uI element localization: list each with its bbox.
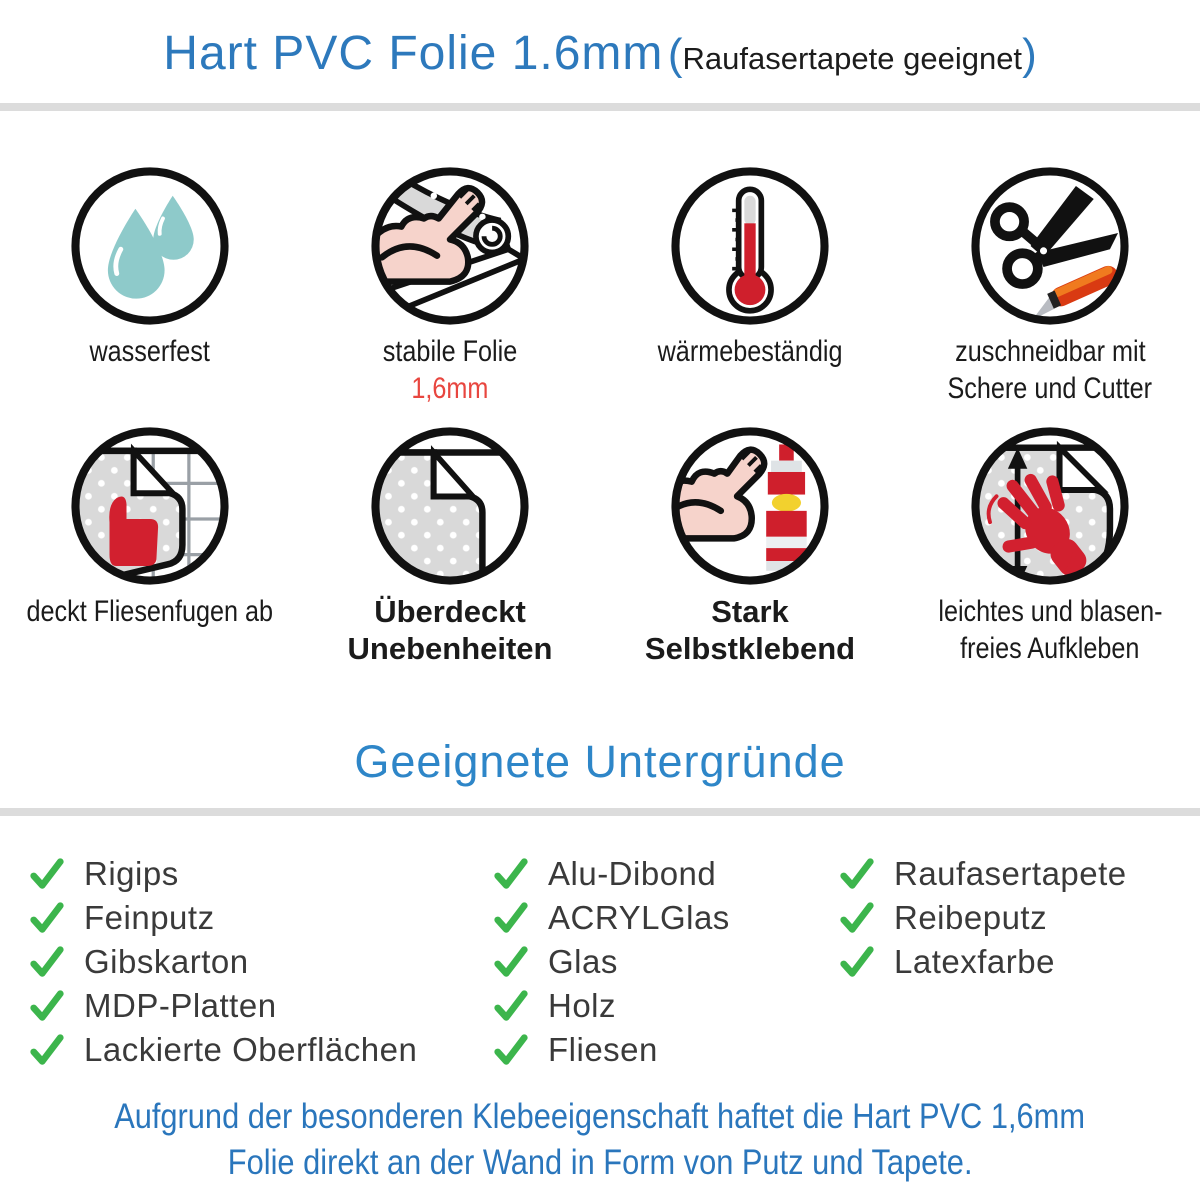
hand-smoothing-icon <box>969 425 1131 587</box>
section-title-substrates: Geeignete Untergründe <box>354 736 846 787</box>
check-icon <box>492 987 530 1025</box>
substrates-column-2 <box>492 852 730 1072</box>
check-icon <box>492 899 530 937</box>
footer-note <box>0 1094 1200 1186</box>
divider-substrates <box>0 808 1200 816</box>
footer-note-line-2: Folie direkt an der Wand in Form von Putz und Tapete. <box>227 1143 973 1182</box>
feature-self-adhesive <box>600 425 900 667</box>
check-icon <box>492 1031 530 1069</box>
feature-label: stabile Folie 1,6mm <box>382 335 518 405</box>
feature-cuttable <box>900 165 1200 407</box>
feature-label: wärmebeständig <box>657 335 843 368</box>
divider-top <box>0 103 1200 111</box>
muscle-film-roll-icon <box>369 165 531 327</box>
film-fold-icon <box>369 425 531 587</box>
title-paren-open: ( <box>667 30 683 79</box>
feature-label: deckt Fliesenfugen ab <box>26 595 274 628</box>
list-item: Raufasertapete <box>838 852 1127 896</box>
check-icon <box>492 855 530 893</box>
feature-bubble-free <box>900 425 1200 667</box>
footer-note-line-1: Aufgrund der besonderen Klebeeigenschaft haftet die Hart PVC 1,6mm <box>114 1097 1086 1136</box>
feature-stable-film <box>300 165 600 407</box>
title-paren-text: Raufasertapete geeignet <box>682 41 1023 76</box>
list-item: Glas <box>492 940 730 984</box>
feature-row-1 <box>0 165 1200 407</box>
feature-label: zuschneidbar mit Schere und Cutter <box>947 335 1153 405</box>
list-item: Rigips <box>28 852 417 896</box>
thermometer-icon <box>669 165 831 327</box>
page-title <box>0 26 1200 81</box>
feature-waterproof <box>0 165 300 407</box>
muscle-glue-tube-icon <box>669 425 831 587</box>
check-icon <box>838 943 876 981</box>
list-item: Feinputz <box>28 896 417 940</box>
feature-row-2 <box>0 425 1200 667</box>
feature-heat-resistant <box>600 165 900 407</box>
title-paren-close: ) <box>1022 30 1037 79</box>
water-drops-icon <box>69 165 231 327</box>
list-item: Holz <box>492 984 730 1028</box>
check-icon <box>838 855 876 893</box>
substrates-column-1 <box>28 852 417 1072</box>
scissors-cutter-icon <box>969 165 1131 327</box>
feature-label: Stark Selbstklebend <box>644 594 856 666</box>
substrates-column-3 <box>838 852 1127 984</box>
list-item: Gibskarton <box>28 940 417 984</box>
check-icon <box>838 899 876 937</box>
check-icon <box>28 987 66 1025</box>
feature-label: leichtes und blasen- freies Aufkleben <box>937 595 1163 665</box>
check-icon <box>28 943 66 981</box>
feature-label: wasserfest <box>89 335 211 368</box>
list-item: Alu-Dibond <box>492 852 730 896</box>
feature-covers-tile-joints <box>0 425 300 667</box>
list-item: ACRYLGlas <box>492 896 730 940</box>
list-item: MDP-Platten <box>28 984 417 1028</box>
list-item: Reibeputz <box>838 896 1127 940</box>
feature-label: Überdeckt Unebenheiten <box>347 594 553 666</box>
check-icon <box>28 899 66 937</box>
tile-joint-cover-icon <box>69 425 231 587</box>
thickness-value: 1,6mm <box>411 372 489 405</box>
check-icon <box>28 1031 66 1069</box>
page-title-main: Hart PVC Folie 1.6mm <box>163 27 664 80</box>
list-item: Latexfarbe <box>838 940 1127 984</box>
check-icon <box>492 943 530 981</box>
list-item: Fliesen <box>492 1028 730 1072</box>
feature-covers-unevenness <box>300 425 600 667</box>
check-icon <box>28 855 66 893</box>
list-item: Lackierte Oberflächen <box>28 1028 417 1072</box>
